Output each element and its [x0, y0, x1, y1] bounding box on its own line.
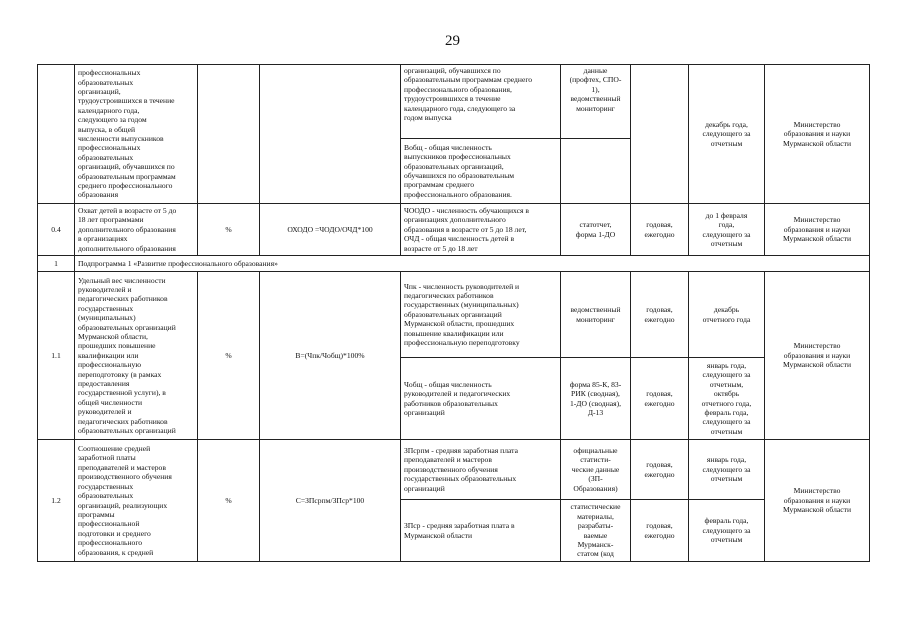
- table-row: [38, 272, 870, 358]
- text-line: руководителей и педагогических: [404, 389, 511, 399]
- text-line: 1),: [591, 84, 600, 94]
- text-line: профессиональную переподготовку: [404, 338, 520, 348]
- frequency-cell: [631, 272, 689, 358]
- text-line: года,: [718, 220, 735, 230]
- text-line: статисти-: [580, 455, 611, 465]
- frequency-cell: [631, 500, 689, 562]
- source-cell: [561, 272, 631, 358]
- text-line: организаций, обучавшихся по: [404, 66, 501, 75]
- text-line: 1-ДО (сводная),: [569, 398, 622, 408]
- text-line: отчетным: [710, 138, 743, 148]
- variable-cell: [401, 358, 561, 440]
- row-number-cell: 0.4: [38, 204, 75, 256]
- variable-cell: [401, 272, 561, 358]
- text-line: образовательных организаций,: [404, 161, 504, 171]
- text-line: следующего за: [702, 229, 751, 239]
- table-row: [38, 65, 870, 139]
- text-line: годом выпуска: [404, 113, 452, 123]
- text-line: до 1 февраля: [705, 210, 748, 220]
- row-number-cell: [38, 65, 75, 204]
- text-line: декабрь: [713, 305, 740, 315]
- source-cell: [561, 204, 631, 256]
- due-date-cell: [689, 358, 765, 440]
- text-line: официальные: [573, 445, 618, 455]
- text-line: ЧООДО - численность обучающихся в: [404, 205, 529, 215]
- text-line: государственных образовательных: [404, 474, 517, 484]
- text-line: Министерство: [793, 486, 841, 496]
- unit-cell: %: [198, 204, 260, 256]
- variable-cell: [401, 500, 561, 562]
- text-line: Мурманск-: [577, 539, 614, 549]
- text-line: образования, к средней: [78, 547, 154, 557]
- text-line: следующего за: [702, 370, 751, 380]
- text-line: (профтех, СПО-: [569, 75, 622, 85]
- text-line: педагогических работников: [78, 294, 168, 304]
- text-line: профессионального: [78, 538, 143, 548]
- text-line: организаций, реализующих: [78, 500, 168, 510]
- text-line: образования в возрасте от 5 до 18 лет,: [404, 224, 527, 234]
- text-line: профессиональных: [78, 68, 141, 78]
- text-line: январь года,: [706, 360, 747, 370]
- text-line: Мурманской области: [782, 234, 852, 244]
- text-line: образовательных организаций: [78, 322, 176, 332]
- text-line: образовательных: [78, 77, 134, 87]
- text-line: Мурманской области,: [78, 331, 148, 341]
- text-line: следующего за: [702, 417, 751, 427]
- variable-cell: [401, 65, 561, 139]
- text-line: статистические: [570, 502, 621, 512]
- text-line: государственных: [78, 481, 134, 491]
- text-line: Министерство: [793, 215, 841, 225]
- text-line: разрабаты-: [577, 521, 614, 531]
- text-line: организаций: [404, 407, 445, 417]
- text-line: следующего за: [702, 525, 751, 535]
- text-line: мониторинг: [576, 314, 615, 324]
- text-line: отчетного года,: [701, 398, 752, 408]
- due-date-cell: [689, 204, 765, 256]
- text-line: следующего за: [702, 129, 751, 139]
- text-line: ОЧД - общая численность детей в: [404, 234, 515, 244]
- text-line: Мурманской области: [782, 138, 852, 148]
- unit-cell: %: [198, 440, 260, 562]
- text-line: организаций: [404, 483, 445, 493]
- source-cell: [561, 139, 631, 204]
- text-line: Охват детей в возрасте от 5 до: [78, 205, 177, 215]
- variable-cell: [401, 139, 561, 204]
- text-line: в организациях: [78, 234, 128, 244]
- text-line: Удельный вес численности: [78, 275, 166, 285]
- frequency-cell: [631, 65, 689, 204]
- text-line: руководителей и: [78, 284, 132, 294]
- text-line: образовательным программам: [78, 171, 176, 181]
- text-line: преподавателей и мастеров: [404, 455, 492, 465]
- text-line: подготовки и среднего: [78, 528, 151, 538]
- due-date-cell: [689, 440, 765, 500]
- text-line: обучавшихся по образовательным: [404, 171, 515, 180]
- frequency-cell: [631, 440, 689, 500]
- row-number-cell: 1.1: [38, 272, 75, 440]
- row-number-cell: 1: [38, 256, 75, 272]
- table-row: [38, 256, 870, 272]
- text-line: работников образовательных: [404, 398, 498, 408]
- row-number-cell: 1.2: [38, 440, 75, 562]
- text-line: ежегодно: [644, 469, 675, 479]
- text-line: профессиональной: [78, 519, 140, 529]
- text-line: образования: [78, 190, 119, 200]
- text-line: Мурманской области, прошедших: [404, 319, 515, 329]
- text-line: государственной услуги), в: [78, 388, 166, 398]
- text-line: повышение квалификации или: [404, 328, 504, 338]
- subprogram-title: Подпрограмма 1 «Развитие профессионального образования»: [75, 256, 870, 272]
- source-cell: [561, 358, 631, 440]
- responsible-cell: [765, 272, 870, 440]
- text-line: образовательным программам среднего: [404, 75, 533, 85]
- text-line: ежегодно: [644, 314, 675, 324]
- text-line: данные: [583, 66, 608, 75]
- indicator-name-cell: [75, 204, 198, 256]
- text-line: Соотношение средней: [78, 444, 151, 454]
- text-line: профессиональную: [78, 360, 142, 370]
- source-cell: [561, 500, 631, 562]
- text-line: прошедших повышение: [78, 341, 156, 351]
- indicator-name-cell: [75, 65, 198, 204]
- text-line: материалы,: [577, 511, 614, 521]
- text-line: профессионального образования,: [404, 84, 512, 94]
- text-line: ведомственный: [570, 305, 621, 315]
- source-cell: [561, 440, 631, 500]
- text-line: предоставления: [78, 379, 130, 389]
- text-line: трудоустроившихся в течение: [78, 96, 175, 106]
- text-line: образования и науки: [783, 224, 851, 234]
- text-line: февраль года,: [704, 516, 749, 526]
- text-line: ческие данные: [571, 464, 620, 474]
- text-line: отчетным: [710, 474, 743, 484]
- text-line: профессионального образования.: [404, 189, 512, 199]
- frequency-cell: [631, 204, 689, 256]
- due-date-cell: [689, 65, 765, 204]
- formula-cell: В=(Чпк/Чобщ)*100%: [260, 272, 401, 440]
- text-line: образовательных организаций: [78, 426, 176, 436]
- text-line: ЗПср - средняя заработная плата в: [404, 521, 515, 531]
- text-line: ЗПсрпм - средняя заработная плата: [404, 445, 518, 455]
- text-line: производственного обучения: [78, 472, 172, 482]
- text-line: государственных (муниципальных): [404, 300, 519, 310]
- text-line: трудоустроившихся в течение: [404, 94, 501, 104]
- formula-cell: С=ЗПсрпм/ЗПср*100: [260, 440, 401, 562]
- due-date-cell: [689, 272, 765, 358]
- text-line: Мурманской области: [782, 505, 852, 515]
- unit-cell: %: [198, 272, 260, 440]
- text-line: образования и науки: [783, 495, 851, 505]
- text-line: ваемые: [583, 530, 608, 540]
- variable-cell: [401, 204, 561, 256]
- frequency-cell: [631, 358, 689, 440]
- text-line: возрасте от 5 до 18 лет: [404, 243, 478, 253]
- text-line: Чобщ - общая численность: [404, 379, 492, 389]
- text-line: Д-13: [587, 407, 604, 417]
- text-line: программы: [78, 509, 115, 519]
- text-line: организаций,: [78, 86, 121, 96]
- text-line: организаций, обучавшихся по: [78, 162, 175, 172]
- responsible-cell: [765, 65, 870, 204]
- text-line: ведомственный: [570, 94, 621, 104]
- text-line: календарного года,: [78, 105, 140, 115]
- text-line: годовая,: [646, 521, 673, 531]
- text-line: отчетным,: [709, 379, 744, 389]
- formula-cell: ОХОДО =ЧОДО/ОЧД*100: [260, 204, 401, 256]
- text-line: годовая,: [646, 220, 673, 230]
- text-line: организациях дополнительного: [404, 215, 506, 225]
- text-line: педагогических работников: [404, 290, 494, 300]
- text-line: заработной платы: [78, 453, 136, 463]
- text-line: дополнительного образования: [78, 243, 176, 253]
- page-number: 29: [445, 33, 460, 49]
- indicators-table: [37, 64, 870, 562]
- text-line: октябрь: [713, 389, 740, 399]
- text-line: Министерство: [793, 119, 841, 129]
- table-row: [38, 204, 870, 256]
- indicator-name-cell: [75, 272, 198, 440]
- text-line: декабрь года,: [705, 119, 748, 129]
- variable-cell: [401, 440, 561, 500]
- text-line: образования и науки: [783, 350, 851, 360]
- text-line: преподавателей и мастеров: [78, 462, 166, 472]
- text-line: ежегодно: [644, 398, 675, 408]
- text-line: февраль года,: [704, 407, 749, 417]
- text-line: образовательных: [78, 491, 134, 501]
- text-line: профессиональных: [78, 143, 141, 153]
- text-line: Чпк - численность руководителей и: [404, 281, 520, 291]
- responsible-cell: [765, 440, 870, 562]
- text-line: форма 1-ДО: [575, 229, 616, 239]
- text-line: годовая,: [646, 305, 673, 315]
- text-line: отчетного года: [702, 314, 751, 324]
- text-line: педагогических работников: [78, 416, 168, 426]
- text-line: программам среднего: [404, 180, 475, 190]
- text-line: январь года,: [706, 455, 747, 465]
- text-line: Вобщ - общая численность: [404, 142, 492, 152]
- text-line: отчетным: [710, 535, 743, 545]
- text-line: образовательных: [78, 152, 134, 162]
- unit-cell: [198, 65, 260, 204]
- text-line: Мурманской области: [404, 530, 473, 540]
- text-line: ежегодно: [644, 229, 675, 239]
- text-line: дополнительного образования: [78, 224, 176, 234]
- text-line: годовая,: [646, 389, 673, 399]
- text-line: следующего за: [702, 464, 751, 474]
- text-line: форма 85-К, 83-: [569, 379, 622, 389]
- text-line: переподготовку (в рамках: [78, 369, 162, 379]
- text-line: ежегодно: [644, 530, 675, 540]
- text-line: Образования): [573, 483, 618, 493]
- text-line: образования и науки: [783, 129, 851, 139]
- text-line: календарного года, следующего за: [404, 103, 516, 113]
- text-line: квалификации или: [78, 350, 139, 360]
- text-line: (муниципальных): [78, 313, 136, 323]
- text-line: РИК (сводная),: [571, 389, 620, 399]
- table-row: [38, 440, 870, 500]
- text-line: Мурманской области: [782, 360, 852, 370]
- text-line: выпускников профессиональных: [404, 152, 511, 162]
- source-cell: [561, 65, 631, 139]
- text-line: отчетным: [710, 238, 743, 248]
- text-line: руководителей и: [78, 407, 132, 417]
- text-line: производственного обучения: [404, 464, 498, 474]
- formula-cell: [260, 65, 401, 204]
- text-line: (ЗП-: [588, 474, 603, 484]
- text-line: годовая,: [646, 460, 673, 470]
- text-line: численности выпускников: [78, 134, 164, 143]
- text-line: среднего профессионального: [78, 181, 173, 191]
- text-line: общей численности: [78, 397, 143, 407]
- due-date-cell: [689, 500, 765, 562]
- text-line: статом (код: [577, 549, 614, 559]
- text-line: мониторинг: [576, 103, 615, 113]
- responsible-cell: [765, 204, 870, 256]
- text-line: выпуска, в общей: [78, 124, 136, 134]
- text-line: образовательных организаций: [404, 309, 502, 319]
- text-line: государственных: [78, 303, 134, 313]
- text-line: 18 лет программами: [78, 215, 144, 225]
- text-line: статотчет,: [579, 220, 612, 230]
- text-line: отчетным: [710, 426, 743, 436]
- indicator-name-cell: [75, 440, 198, 562]
- text-line: следующего за годом: [78, 115, 147, 125]
- text-line: Министерство: [793, 341, 841, 351]
